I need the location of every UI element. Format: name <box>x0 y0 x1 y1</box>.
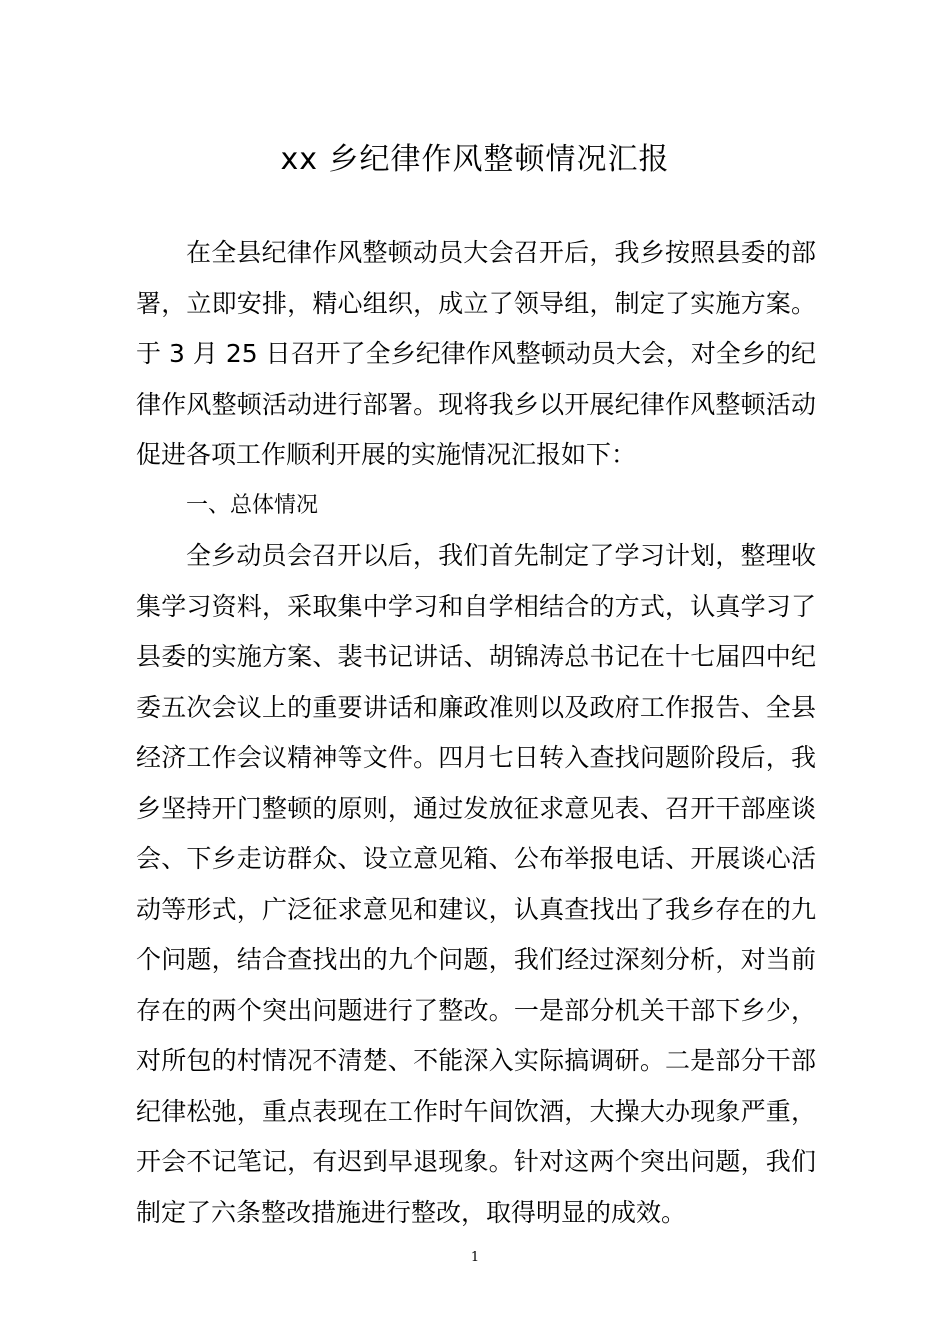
document-title: xx 乡纪律作风整顿情况汇报 <box>280 142 670 177</box>
page-number: 1 <box>470 1250 480 1265</box>
overview-paragraph: 全乡动员会召开以后，我们首先制定了学习计划，整理收集学习资料，采取集中学习和自学相结合的方式，认真学习了县委的实施方案、裴书记讲话、胡锦涛总书记在十七届四中纪委五次会议上的重要讲话和廉政准则以及政府工作报告、全县经济工作会议精神等文件。四月七日转入查找问题阶段后，我乡坚持开门整顿的原则，通过发放征求意见表、召开干部座谈会、下乡走访群众、设立意见箱、公布举报电话、开展谈心活动等形式，广泛征求意见和建议，认真查找出了我乡存在的九个问题，结合查找出的九个问题，我们经过深刻分析，对当前存在的两个突出问题进行了整改。一是部分机关干部下乡少，对所包的村情况不清楚、不能深入实际搞调研。二是部分干部纪律松弛，重点表现在工作时午间饮酒，大操大办现象严重，开会不记笔记，有迟到早退现象。针对这两个突出问题，我们制定了六条整改措施进行整改，取得明显的成效。 <box>136 541 816 1227</box>
intro-paragraph: 在全县纪律作风整顿动员大会召开后，我乡按照县委的部署，立即安排，精心组织，成立了领导组，制定了实施方案。于 3 月 25 日召开了全乡纪律作风整顿动员大会，对全乡的纪律作风整顿活动进行部署。现将我乡以开展纪律作风整顿活动促进各项工作顺利开展的实施情况汇报如下： <box>136 238 816 469</box>
section-heading: 一、总体情况 <box>186 492 319 518</box>
document-body <box>136 228 816 1238</box>
